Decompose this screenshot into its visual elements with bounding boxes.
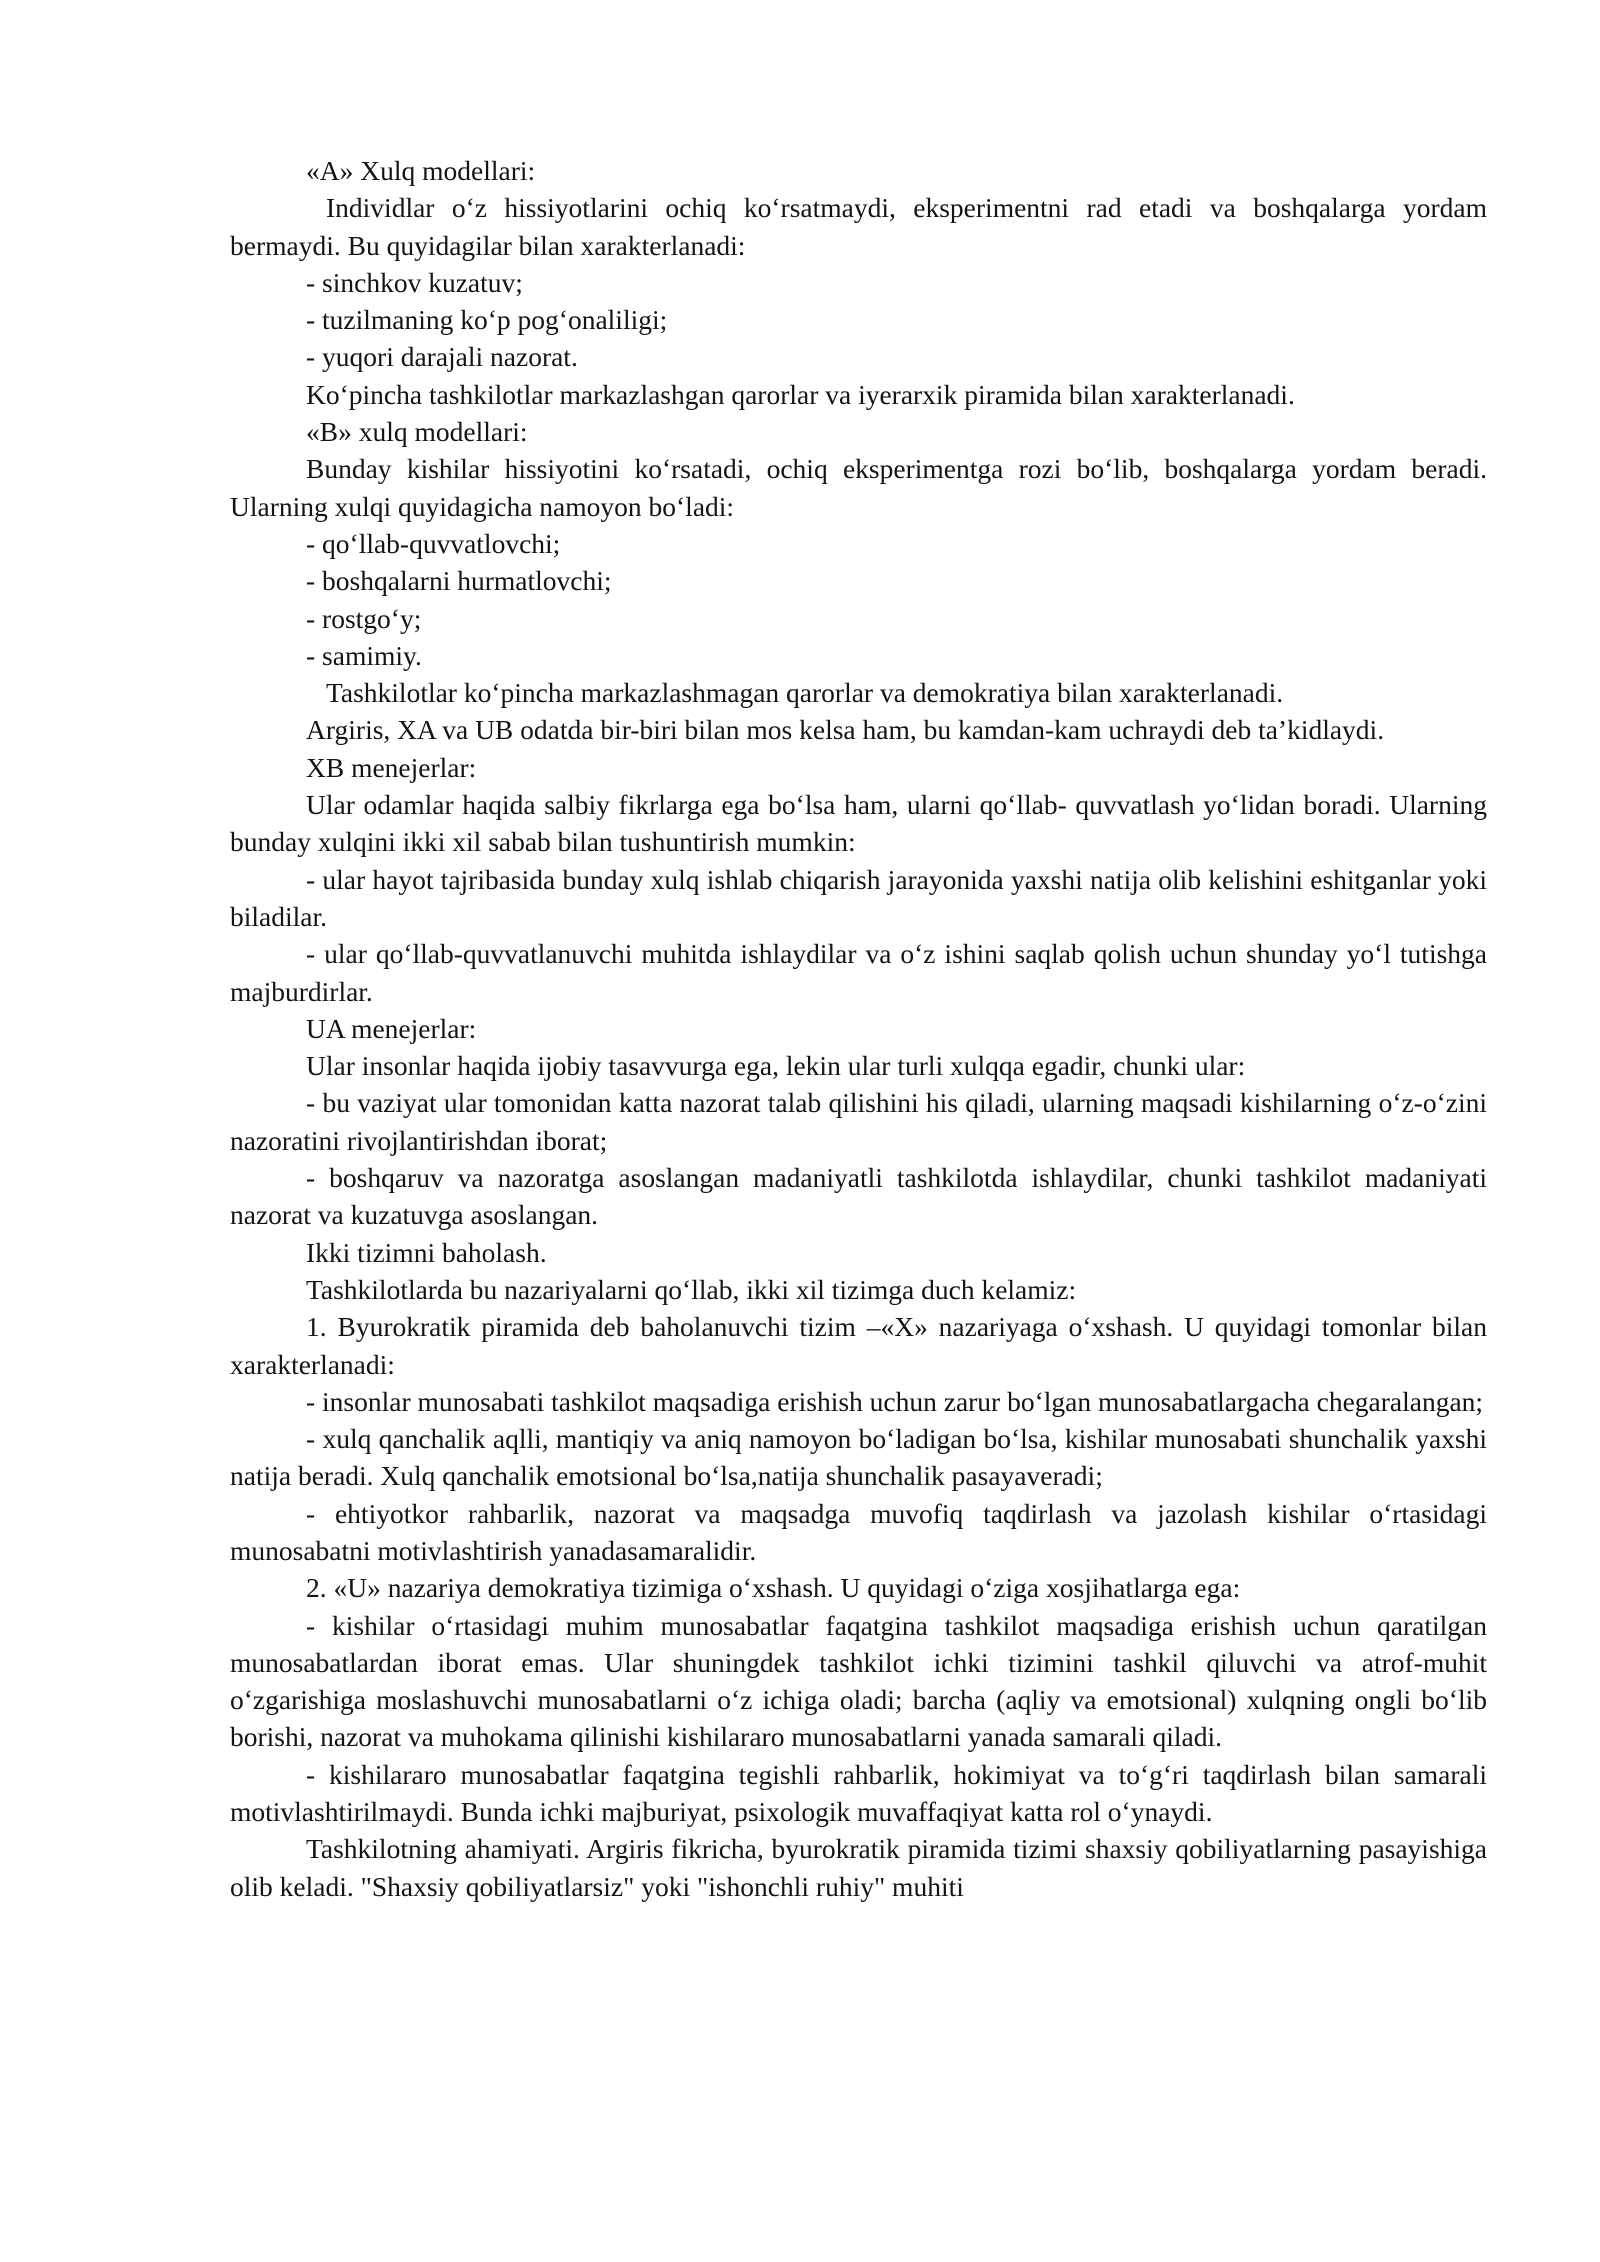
paragraph: «B» xulq modellari: <box>306 416 528 448</box>
paragraph: - qo‘llab-quvvatlovchi; <box>306 527 561 559</box>
paragraph: Tashkilotlarda bu nazariyalarni qo‘llab, ikki xil tizimga duch kelamiz: <box>306 1273 1077 1305</box>
paragraph: UA menejerlar: <box>306 1012 477 1044</box>
paragraph: Ikki tizimni baholash. <box>306 1236 547 1268</box>
paragraph: Tashkilotlar ko‘pincha markazlashmagan qarorlar va demokratiya bilan xarakterlanadi. <box>326 677 1284 709</box>
paragraph: 2. «U» nazariya demokratiya tizimiga o‘xshash. U quyidagi o‘ziga xosjihatlarga ega: <box>306 1572 1241 1604</box>
document-page <box>230 152 1487 1905</box>
paragraph: - tuzilmaning ko‘p pog‘onaliligi; <box>306 304 668 336</box>
paragraph: 1. Byurokratik piramida deb baholanuvchi tizim –«X» nazariyaga o‘xshash. U quyidagi tomonlar bilan xarakterlanadi: <box>230 1311 1487 1380</box>
paragraph: Argiris, XA va UB odatda bir-biri bilan mos kelsa ham, bu kamdan-kam uchraydi deb ta’kidlaydi. <box>306 714 1385 746</box>
paragraph: - ehtiyotkor rahbarlik, nazorat va maqsadga muvofiq taqdirlash va jazolash kishilar o‘rtasidagi munosabatni motivlashtirish yanadasamaralidir. <box>230 1497 1487 1566</box>
paragraph: - rostgo‘y; <box>306 602 422 634</box>
paragraph: - yuqori darajali nazorat. <box>306 341 578 373</box>
paragraph: - bu vaziyat ular tomonidan katta nazorat talab qilishini his qiladi, ularning maqsadi kishilarning o‘z-o‘zini nazoratini rivojlantirishdan iborat; <box>230 1087 1487 1156</box>
paragraph: - kishilararo munosabatlar faqatgina tegishli rahbarlik, hokimiyat va to‘g‘ri taqdirlash bilan samarali motivlashtirilmaydi. Bunda ichki majburiyat, psixologik muvaffaqiyat katta rol o‘ynaydi. <box>230 1758 1487 1828</box>
paragraph: Ko‘pincha tashkilotlar markazlashgan qarorlar va iyerarxik piramida bilan xarakterlanadi. <box>306 378 1295 410</box>
paragraph: - ular qo‘llab-quvvatlanuvchi muhitda ishlaydilar va o‘z ishini saqlab qolish uchun shunday yo‘l tutishga majburdirlar. <box>230 938 1487 1007</box>
paragraph: - ular hayot tajribasida bunday xulq ishlab chiqarish jarayonida yaxshi natija olib kelishini eshitganlar yoki biladilar. <box>230 863 1487 932</box>
paragraph: Bunday kishilar hissiyotini ko‘rsatadi, ochiq eksperimentga rozi bo‘lib, boshqalarga yordam beradi. Ularning xulqi quyidagicha namoyon bo‘ladi: <box>230 453 1487 522</box>
paragraph: - insonlar munosabati tashkilot maqsadiga erishish uchun zarur bo‘lgan munosabatlargacha chegaralangan; <box>306 1385 1484 1417</box>
paragraph: Tashkilotning ahamiyati. Argiris fikricha, byurokratik piramida tizimi shaxsiy qobiliyatlarning pasayishiga olib keladi. "Shaxsiy qobiliyatlarsiz" yoki "ishonchli ruhiy" muhiti <box>230 1833 1487 1902</box>
paragraph: XB menejerlar: <box>306 751 477 783</box>
paragraph: Ular insonlar haqida ijobiy tasavvurga ega, lekin ular turli xulqqa egadir, chunki ular: <box>306 1050 1246 1082</box>
paragraph: - xulq qanchalik aqlli, mantiqiy va aniq namoyon bo‘ladigan bo‘lsa, kishilar munosabati shunchalik yaxshi natija beradi. Xulq qanchalik emotsional bo‘lsa,natija shunchalik pasayaveradi; <box>230 1423 1487 1492</box>
paragraph: Ular odamlar haqida salbiy fikrlarga ega bo‘lsa ham, ularni qo‘llab- quvvatlash yo‘lidan boradi. Ularning bunday xulqini ikki xil sabab bilan tushuntirish mumkin: <box>230 789 1487 858</box>
paragraph: - kishilar o‘rtasidagi muhim munosabatlar faqatgina tashkilot maqsadiga erishish uchun qaratilgan munosabatlardan iborat emas. Ular shuningdek tashkilot ichki tizimini tashkil qiluvchi va atrof-muhit o‘zgarishiga moslashuvchi munosabatlarni o‘z ichiga oladi; barcha (aqliy va emotsional) xulqning ongli bo‘lib borishi, nazorat va muhokama qilinishi kishilararo munosabatlarni yanada samarali qiladi. <box>230 1609 1487 1753</box>
paragraph: - boshqaruv va nazoratga asoslangan madaniyatli tashkilotda ishlaydilar, chunki tashkilot madaniyati nazorat va kuzatuvga asoslangan. <box>230 1162 1487 1231</box>
paragraph: - sinchkov kuzatuv; <box>306 266 523 298</box>
paragraph: Individlar o‘z hissiyotlarini ochiq ko‘rsatmaydi, eksperimentni rad etadi va boshqalarga yordam bermaydi. Bu quyidagilar bilan xarakterlanadi: <box>230 192 1487 261</box>
paragraph: - samimiy. <box>306 639 422 671</box>
paragraph: «A» Xulq modellari: <box>306 155 536 186</box>
paragraph: - boshqalarni hurmatlovchi; <box>306 565 612 597</box>
